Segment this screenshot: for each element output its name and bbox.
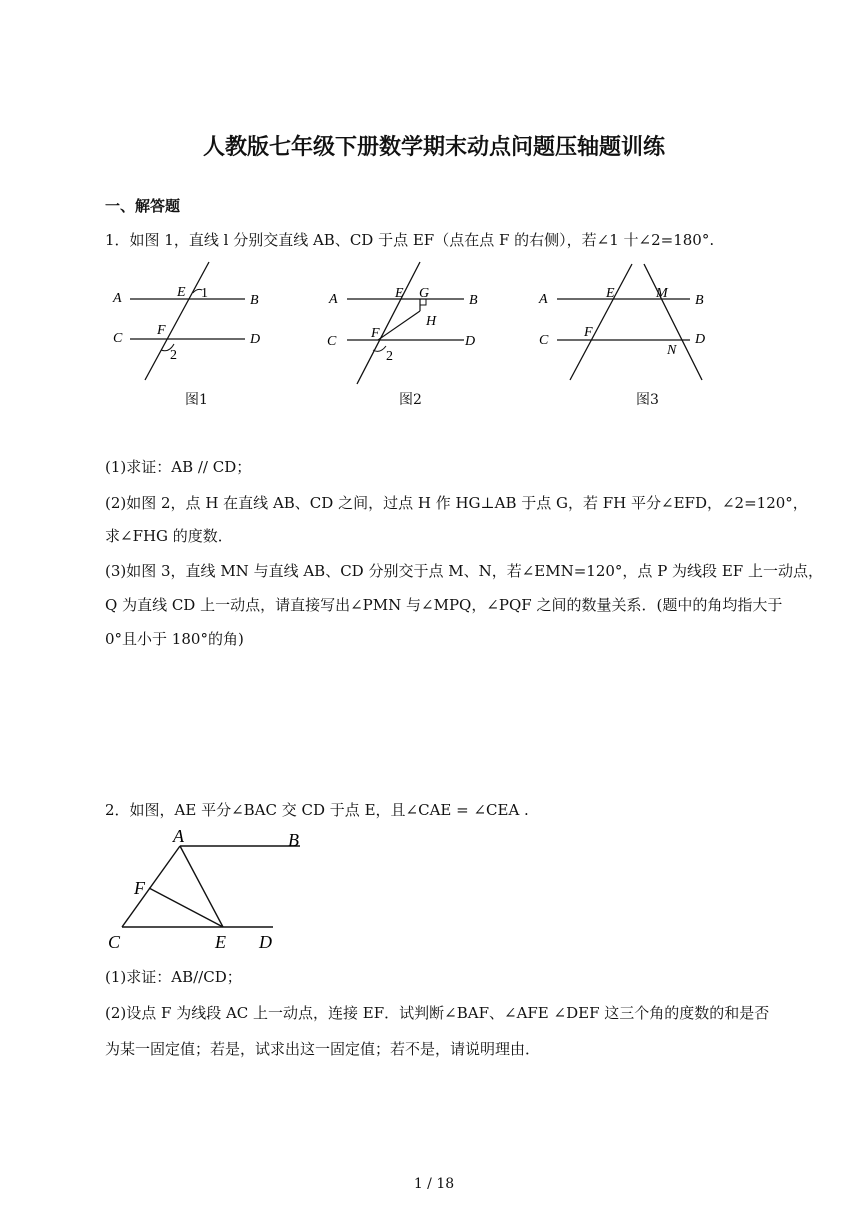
page-number: 1 / 18 [413,1176,455,1192]
q1-figure-3 [532,258,712,386]
label-c: C [539,333,549,348]
line-ef [570,264,632,380]
label-d: D [465,334,476,349]
q2-part-2-line-1: (2)设点 F 为线段 AC 上一动点，连接 EF．试判断∠BAF、∠AFE ∠DEF 这三个角的度数的和是否 [105,1004,770,1022]
label-a: A [173,826,184,846]
label-e: E [606,286,615,301]
label-e: E [395,286,404,301]
q2-part-2-line-2: 为某一固定值；若是，试求出这一固定值；若不是，请说明理由． [105,1040,541,1058]
figure-3-caption: 图3 [636,392,659,408]
label-m: M [656,286,668,301]
label-b: B [695,293,704,308]
q2-part-1: (1)求证：AB//CD； [105,968,242,986]
label-b: B [250,293,259,308]
label-d: D [695,332,706,347]
label-f: F [371,326,380,341]
segment-ae [180,846,223,927]
q2-stem: 2．如图，AE 平分∠BAC 交 CD 于点 E，且∠CAE = ∠CEA . [105,801,529,819]
label-angle-2: 2 [386,349,393,364]
label-c: C [108,932,121,952]
label-e: E [215,932,226,952]
q1-part-2-line-1: (2)如图 2，点 H 在直线 AB、CD 之间，过点 H 作 HG⊥AB 于点 G，若 FH 平分∠EFD，∠2=120°， [105,494,808,512]
label-b: B [469,293,478,308]
label-f: F [157,323,166,338]
label-e: E [177,285,186,300]
label-c: C [113,331,123,346]
label-a: A [539,292,548,307]
q1-part-1: (1)求证：AB // CD； [105,458,252,476]
q2-figure [105,826,305,954]
label-a: A [113,291,122,306]
line-l [145,262,209,380]
q1-part-2-line-2: 求∠FHG 的度数． [105,527,233,545]
label-n: N [667,343,677,358]
segment-ac [122,846,180,927]
section-heading: 一、解答题 [105,197,181,215]
label-b: B [288,830,299,850]
label-angle-1: 1 [201,286,208,301]
label-g: G [419,286,430,301]
label-f: F [584,325,593,340]
label-d: D [250,332,261,347]
q1-part-3-line-2: Q 为直线 CD 上一动点，请直接写出∠PMN 与∠MPQ，∠PQF 之间的数量关系．(题中的角均指大于 [105,596,783,614]
label-a: A [329,292,338,307]
figure-2-caption: 图2 [399,392,422,408]
segment-hf [378,311,420,340]
label-angle-2: 2 [170,348,177,363]
q1-part-3-line-3: 0°且小于 180°的角) [105,630,244,648]
page-title: 人教版七年级下册数学期末动点问题压轴题训练 [202,134,665,160]
line-l [357,262,420,384]
label-c: C [327,334,337,349]
figure-1-caption: 图1 [185,392,208,408]
q1-figure-2 [320,258,490,386]
label-d: D [259,932,272,952]
line-mn [644,264,702,380]
label-h: H [426,314,437,329]
q1-figure-1 [105,258,275,386]
q1-stem: 1．如图 1，直线 l 分别交直线 AB、CD 于点 EF（点在点 F 的右侧），若∠1 十∠2=180°. [105,231,715,249]
label-f: F [134,878,145,898]
q1-part-3-line-1: (3)如图 3，直线 MN 与直线 AB、CD 分别交于点 M、N，若∠EMN=120°，点 P 为线段 EF 上一动点， [105,562,823,580]
